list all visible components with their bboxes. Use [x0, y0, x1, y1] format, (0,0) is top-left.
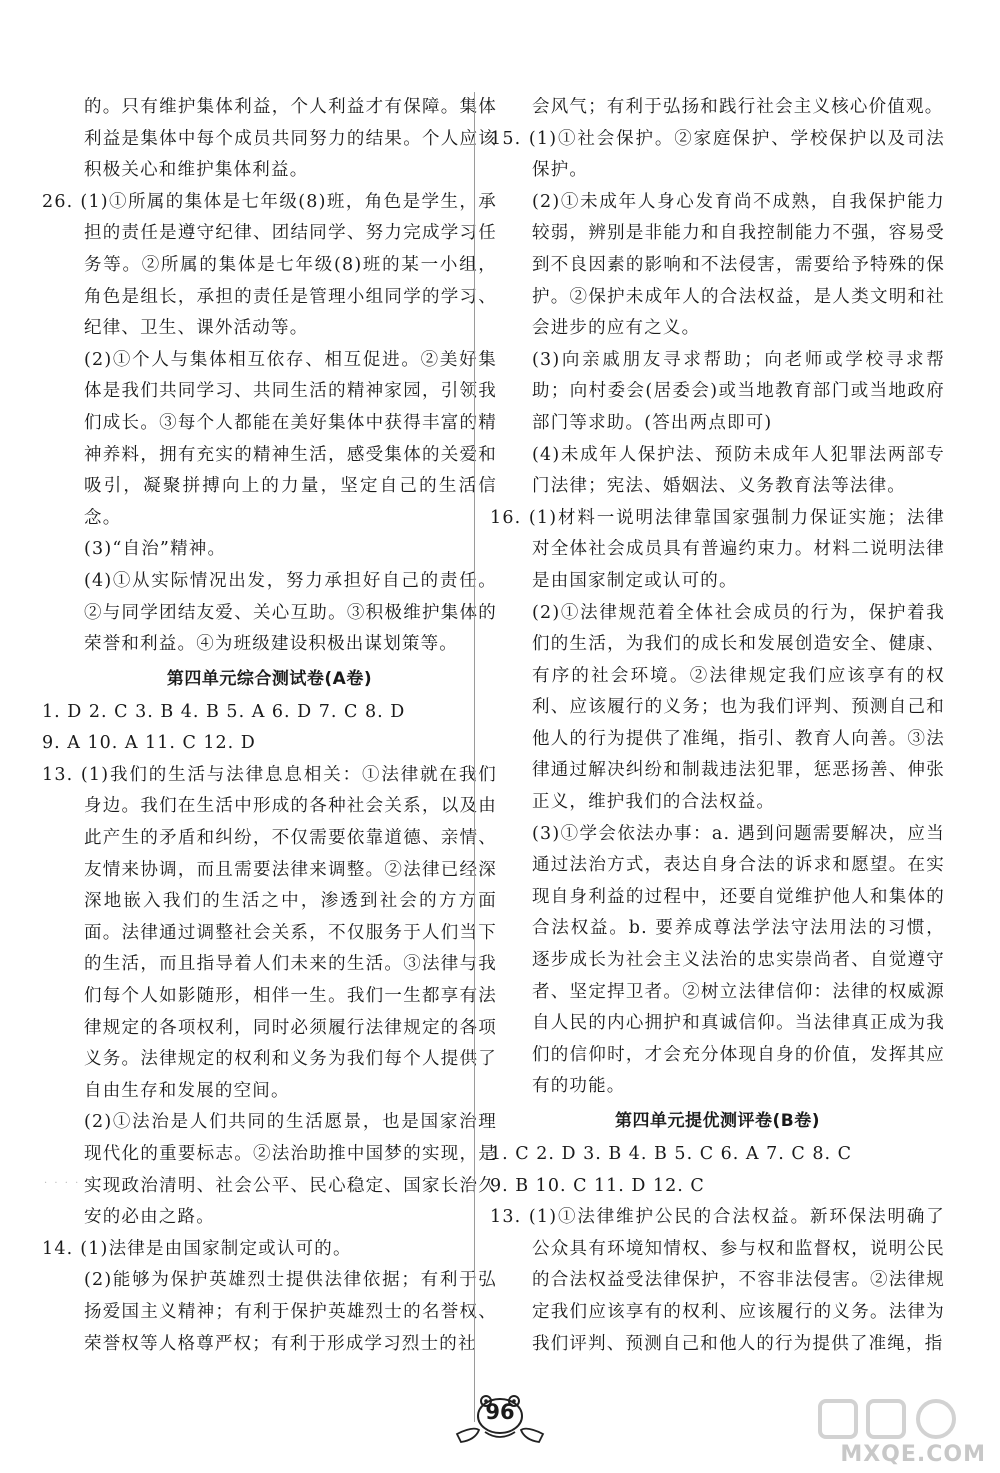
question-26-part-1: 26. (1)①所属的集体是七年级(8)班，角色是学生，承担的责任是遵守纪律、团结同学、努力完成学习任务等。②所属的集体是七年级(8)班的某一小组，角色是组长，承担的责任是管理小组同学的学习、纪律、卫生、课外活动等。 [42, 191, 497, 339]
page-number: 96 [485, 1400, 515, 1424]
question-26-part-4: (4)①从实际情况出发，努力承担好自己的责任。②与同学团结友爱、关心互助。③积极维护集体的荣誉和利益。④为班级建设积极出谋划策等。 [84, 570, 497, 655]
question-15-part-2: (2)①未成年人身心发育尚不成熟，自我保护能力较弱，辨别是非能力和自我控制能力不强，容易受到不良因素的影响和不法侵害，需要给予特殊的保护。②保护未成年人的合法权益，是人类文明和社会进步的应有之义。 [532, 191, 945, 339]
watermark-seal-icon [786, 1397, 986, 1443]
paragraph-continuation: 的。只有维护集体利益，个人利益才有保障。集体利益是集体中每个成员共同努力的结果。个人应该积极关心和维护集体利益。 [84, 97, 497, 181]
paragraph-continuation: 会风气；有利于弘扬和践行社会主义核心价值观。 [532, 97, 944, 117]
question-16-part-2: (2)①法律规范着全体社会成员的行为，保护着我们的生活，为我们的成长和发展创造安全、健康、有序的社会环境。②法律规定我们应该享有的权利、应该履行的义务；也为我们评判、预测自己和他人的行为提供了准绳，指引、教育人向善。③法律通过解决纠纷和制裁违法犯罪，惩恶扬善、伸张正义，维护我们的合法权益。 [532, 602, 945, 813]
question-14-part-1: 14. (1)法律是由国家制定或认可的。 [42, 1238, 352, 1259]
question-26-part-2: (2)①个人与集体相互依存、相互促进。②美好集体是我们共同学习、共同生活的精神家园，引领我们成长。③每个人都能在美好集体中获得丰富的精神养料，拥有充实的精神生活，感受集体的关爱和吸引，凝聚拼搏向上的力量，坚定自己的生活信念。 [84, 349, 497, 528]
watermark-text: MXQE.COM [840, 1442, 986, 1467]
question-13-part-2: (2)①法治是人们共同的生活愿景，也是国家治理现代化的重要标志。②法治助推中国梦的实现，是实现政治清明、社会公平、民心稳定、国家长治久安的必由之路。 [84, 1112, 497, 1228]
question-15-part-1: 15. (1)①社会保护。②家庭保护、学校保护以及司法保护。 [490, 128, 945, 181]
right-column [490, 92, 945, 1360]
question-16-part-3: (3)①学会依法办事：a. 遇到问题需要解决，应当通过法治方式，表达自身合法的诉求和愿望。在实现自身利益的过程中，还要自觉维护他人和集体的合法权益。b. 要养成尊法学法守法用法的习惯，逐步成长为社会主义法治的忠实崇尚者、自觉遵守者、坚定捍卫者。②树立法律信仰：法律的权威源自人民的内心拥护和真诚信仰。当法律真正成为我们的信仰时，才会充分体现自身的价值，发挥其应有的功能。 [532, 823, 945, 1097]
page-number-badge [445, 1392, 555, 1452]
column-divider [474, 92, 475, 1422]
question-15-part-4: (4)未成年人保护法、预防未成年人犯罪法两部专门法律；宪法、婚姻法、义务教育法等法律。 [532, 444, 945, 497]
question-14-part-2: (2)能够为保护英雄烈士提供法律依据；有利于弘扬爱国主义精神；有利于保护英雄烈士的名誉权、荣誉权等人格尊严权；有利于形成学习烈士的社 [84, 1270, 497, 1354]
scan-specks: · · · · [44, 1178, 81, 1189]
answer-key-b-row-1: 1. C 2. D 3. B 4. B 5. C 6. A 7. C 8. C [490, 1144, 852, 1164]
left-column [42, 92, 497, 1360]
question-13-part-1: 13. (1)我们的生活与法律息息相关：①法律就在我们身边。我们在生活中形成的各种社会关系，以及由此产生的矛盾和纠纷，不仅需要依靠道德、亲情、友情来协调，而且需要法律来调整。②法律已经深深地嵌入我们的生活之中，渗透到社会的方方面面。法律通过调整社会关系，不仅服务于人们当下的生活，而且指导着人们未来的生活。③法律与我们每个人如影随形，相伴一生。我们一生都享有法律规定的各项权利，同时必须履行法律规定的各项义务。法律规定的权利和义务为我们每个人提供了自由生存和发展的空间。 [42, 764, 497, 1101]
question-15-part-3: (3)向亲戚朋友寻求帮助；向老师或学校寻求帮助；向村委会(居委会)或当地教育部门或当地政府部门等求助。(答出两点即可) [532, 349, 945, 433]
question-13b-part-1: 13. (1)①法律维护公民的合法权益。新环保法明确了公众具有环境知情权、参与权和监督权，说明公民的合法权益受法律保护，不容非法侵害。②法律规定我们应该享有的权利、应该履行的义务。法律为我们评判、预测自己和他人的行为提供了准绳，指 [490, 1207, 945, 1354]
answer-key-b-row-2: 9. B 10. C 11. D 12. C [490, 1175, 705, 1196]
answer-key-a-row-2: 9. A 10. A 11. C 12. D [42, 733, 256, 754]
section-heading-a: 第四单元综合测试卷(A卷) [166, 668, 373, 689]
watermark-logo [786, 1397, 986, 1467]
question-26-part-3: (3)“自治”精神。 [84, 539, 227, 560]
section-heading-b: 第四单元提优测评卷(B卷) [615, 1111, 820, 1131]
answer-key-a-row-1: 1. D 2. C 3. B 4. B 5. A 6. D 7. C 8. D [42, 701, 406, 722]
question-16-part-1: 16. (1)材料一说明法律靠国家强制力保证实施；法律对全体社会成员具有普遍约束力。材料二说明法律是由国家制定或认可的。 [490, 507, 945, 591]
